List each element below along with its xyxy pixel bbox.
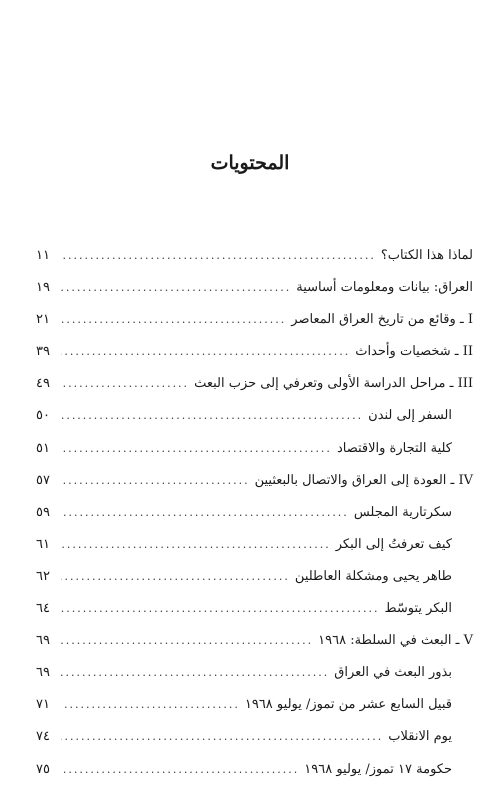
toc-entry-label: III ـ مراحل الدراسة الأولى وتعرفي إلى حزب البعث [194,376,473,392]
toc-entry-page-number: ١١ [36,248,50,263]
toc-entry-label: IV ـ العودة إلى العراق والاتصال بالبعثيين [254,472,473,488]
dot-leader [61,657,329,689]
toc-entry-label: كيف تعرفتُ إلى البكر [335,536,452,552]
dot-leader [61,240,376,272]
toc-entry-page-number: ٧٤ [36,729,50,745]
toc-entry-page-number: ٦١ [36,536,50,552]
toc-entry-label: كلية التجارة والاقتصاد [336,440,452,456]
toc-entry-page-number: ٥١ [36,440,50,456]
toc-entry [36,240,473,272]
dot-leader [61,625,313,657]
toc-entry [36,657,473,689]
toc-entry-label: السفر إلى لندن [368,408,452,424]
toc-entry-page-number: ٥٩ [36,504,50,520]
toc-entry-label: البكر يتوسّط [384,601,452,617]
dot-leader [61,272,291,304]
toc-entry [36,272,473,304]
dot-leader [61,593,380,625]
toc-entry-label: لماذا هذا الكتاب؟ [380,248,473,263]
toc-entry-label: I ـ وقائع من تاريخ العراق المعاصر [291,312,473,328]
toc-entry [36,529,473,561]
toc-entry-label: يوم الانقلاب [388,729,452,745]
toc-entry-label: قبيل السابع عشر من تموز/ يوليو ١٩٦٨ [244,697,452,713]
toc-entry-page-number: ٦٩ [36,633,50,649]
toc-entry-label: حكومة ١٧ تموز/ يوليو ١٩٦٨ [304,761,452,777]
toc-entry-label: سكرتارية المجلس [353,504,452,520]
table-of-contents [36,240,473,786]
toc-entry-page-number: ٧١ [36,697,50,713]
toc-entry [36,593,473,625]
toc-entry-page-number: ٥٠ [36,408,50,424]
toc-entry [36,497,473,529]
toc-entry-page-number: ٦٤ [36,601,50,617]
dot-leader [61,433,332,465]
toc-entry-label: طاهر يحيى ومشكلة العاطلين [294,568,452,584]
toc-entry-page-number: ٣٩ [36,344,50,360]
toc-entry [36,368,473,400]
toc-entry [36,561,473,593]
dot-leader [61,689,240,721]
toc-entry-page-number: ٧٥ [36,761,50,777]
dot-leader [61,497,349,529]
dot-leader [61,754,299,786]
toc-entry [36,689,473,721]
dot-leader [61,400,363,432]
toc-entry-page-number: ٥٧ [36,472,50,488]
toc-entry [36,754,473,786]
toc-entry [36,721,473,753]
toc-entry-page-number: ٤٩ [36,376,50,392]
toc-entry [36,433,473,465]
toc-entry [36,465,473,497]
toc-entry-label: بذور البعث في العراق [334,665,452,681]
dot-leader [61,529,331,561]
toc-entry-label: V ـ البعث في السلطة: ١٩٦٨ [318,633,473,649]
dot-leader [61,721,383,753]
toc-entry [36,400,473,432]
dot-leader [61,336,350,368]
toc-entry-page-number: ٦٩ [36,665,50,681]
toc-entry-page-number: ٦٢ [36,568,50,584]
toc-entry [36,336,473,368]
dot-leader [61,465,250,497]
toc-entry-label: II ـ شخصيات وأحداث [355,344,473,360]
dot-leader [61,368,189,400]
toc-entry-page-number: ١٩ [36,280,50,296]
toc-entry-label: العراق: بيانات ومعلومات أساسية [296,280,473,296]
page-title: المحتويات [210,152,290,174]
toc-entry [36,304,473,336]
toc-entry [36,625,473,657]
dot-leader [61,561,290,593]
toc-entry-page-number: ٢١ [36,312,50,328]
dot-leader [61,304,286,336]
